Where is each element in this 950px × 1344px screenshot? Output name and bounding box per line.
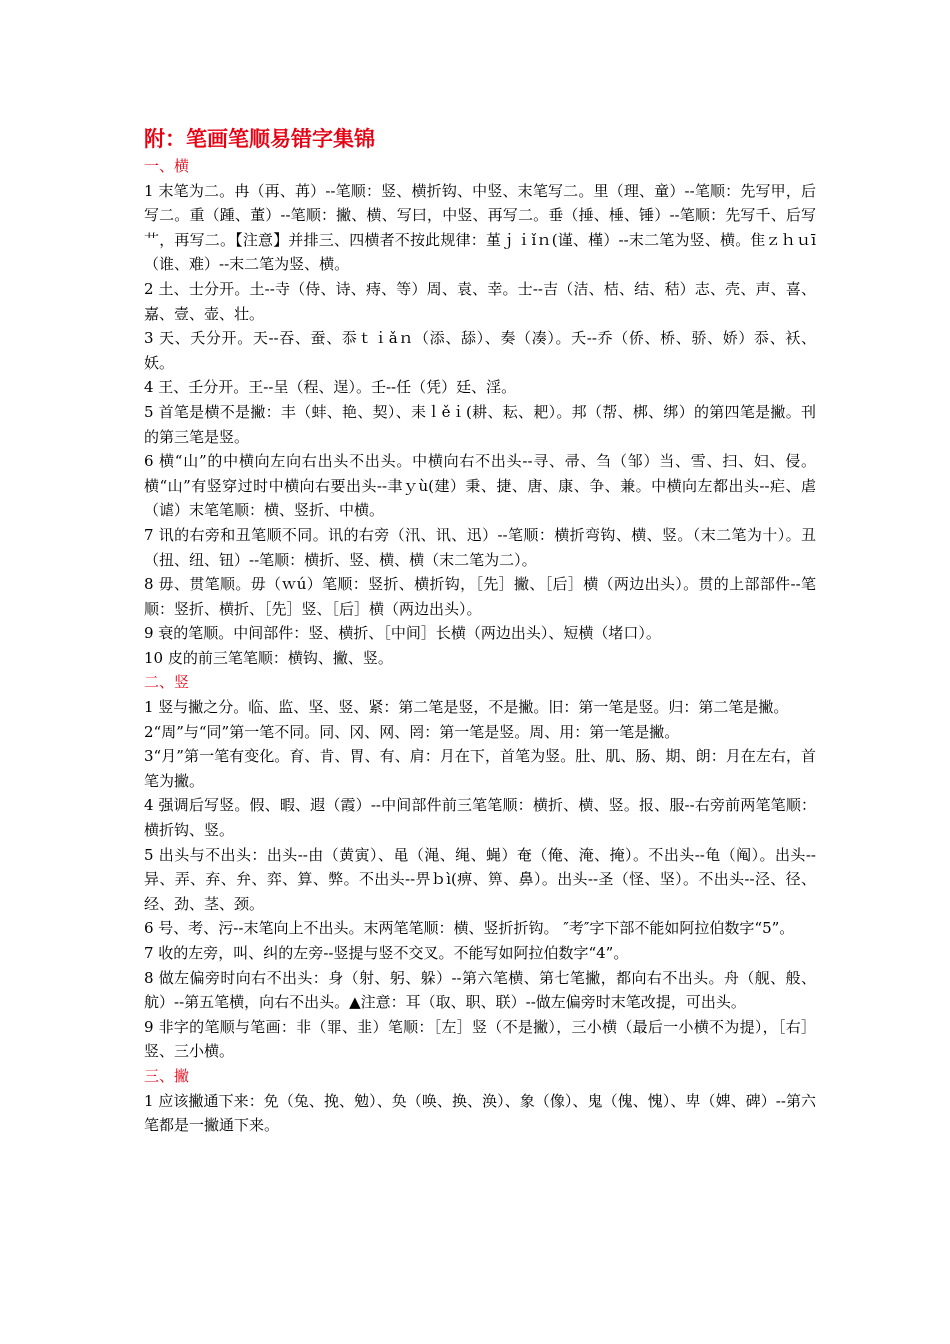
paragraph: 4 王、壬分开。王--呈（程、逞）。壬--任（凭）廷、淫。 [144,378,517,397]
paragraph: 4 强调后写竖。假、暇、遐（霞）--中间部件前三笔笔顺：横折、横、竖。报、服--右旁前两笔笔顺：横折钩、竖。 [144,796,816,840]
document-page [144,124,816,1138]
section-heading: 三、撇 [144,1066,190,1085]
paragraph: 7 收的左旁，叫、纠的左旁--竖提与竖不交叉。不能写如阿拉伯数字“4”。 [144,944,629,962]
paragraph: 6 号、考、污--末笔向上不出头。末两笔笔顺：横、竖折折钩。 ″考″字下部不能如阿拉伯数字“5”。 [144,919,795,938]
paragraph: 2 土、士分开。土--寺（侍、诗、痔、等）周、袁、幸。士--吉（洁、桔、结、秸）志、壳、声、喜、嘉、壹、壶、壮。 [144,279,816,323]
paragraph: 3“月”第一笔有变化。育、肯、胃、有、肩：月在下，首笔为竖。肚、肌、肠、期、朗：月在左右，首笔为撇。 [144,747,816,790]
paragraph: 9 非字的笔顺与笔画：非（罪、韭）笔顺：［左］竖（不是撇），三小横（最后一小横不为提），［右］竖、三小横。 [144,1017,816,1061]
paragraph: 7 讯的右旁和丑笔顺不同。讯的右旁（汛、讯、迅）--笔顺：横折弯钩、横、竖。（末二笔为十）。丑（扭、纽、钮）--笔顺：横折、竖、横、横（末二笔为二）。 [144,525,816,569]
section-heng [144,154,816,670]
paragraph: 2“周”与“同”第一笔不同。同、冈、网、罔：第一笔是竖。周、用：第一笔是撇。 [144,722,680,741]
section-heading: 二、竖 [144,673,190,692]
paragraph: 5 出头与不出头：出头--由（黄寅）、黾（渑、绳、蝇）奄（俺、淹、掩）。不出头--龟（阄）。出头--异、弄、弃、弁、弈、算、弊。不出头--畀ｂì(痹、箅、鼻）。出头--圣（怪、坚）。不出头--泾、径、经、劲、茎、颈。 [144,845,816,913]
paragraph: 5 首笔是横不是撇：丰（蚌、艳、契）、耒ｌěｉ(耕、耘、耙）。邦（帮、梆、绑）的第四笔是撇。刊的第三笔是竖。 [144,402,816,446]
paragraph: 10 皮的前三笔笔顺：横钩、撇、竖。 [144,648,393,667]
paragraph: 8 毋、贯笔顺。毋（ｗú）笔顺：竖折、横折钩，［先］撇、［后］横（两边出头）。贯的上部部件--笔顺：竖折、横折、［先］竖、［后］横（两边出头）。 [144,575,816,618]
section-pie [144,1064,816,1138]
paragraph: 9 衰的笔顺。中间部件：竖、横折、［中间］长横（两边出头）、短横（堵口）。 [144,624,661,643]
section-heading: 一、横 [144,157,190,175]
paragraph: 1 应该撇通下来：免（兔、挽、勉）、奂（唤、换、涣）、象（像）、鬼（傀、愧）、卑（婢、碑）--第六笔都是一撇通下来。 [144,1091,816,1135]
paragraph: 1 末笔为二。冉（再、苒）--笔顺：竖、横折钩、中竖、末笔写二。里（理、童）--笔顺：先写甲，后写二。重（踵、董）--笔顺：撇、横、写曰，中竖、再写二。垂（捶、棰、锤）--笔顺：先写千、后写艹，再写二。【注意】并排三、四横者不按此规律：堇ｊｉǐｎ(谨、槿）--末二笔为竖、横。隹ｚｈｕī（谁、难）--末二笔为竖、横。 [144,181,816,274]
paragraph: 3 天、夭分开。天--吞、蚕、忝ｔｉǎｎ（添、舔）、奏（凑）。夭--乔（侨、桥、骄、娇）忝、袄、妖。 [144,329,816,372]
paragraph: 8 做左偏旁时向右不出头：身（射、躬、躲）--第六笔横、第七笔撇，都向右不出头。舟（舰、般、航）--第五笔横，向右不出头。▲注意：耳（取、职、联）--做左偏旁时末笔改提，可出头。 [144,968,816,1012]
document-title: 附：笔画笔顺易错字集锦 [144,127,375,151]
paragraph: 1 竖与撇之分。临、监、坚、竖、紧：第二笔是竖，不是撇。旧：第一笔是竖。归：第二笔是撇。 [144,698,789,717]
section-shu [144,670,816,1064]
paragraph: 6 横“山”的中横向左向右出头不出头。中横向右不出头--寻、帚、刍（邹）当、雪、扫、妇、侵。横“山”有竖穿过时中横向右要出头--聿ｙù(建）秉、捷、唐、康、争、兼。中横向左都出头--疟、虐（谑）末笔笔顺：横、竖折、中横。 [144,452,816,520]
